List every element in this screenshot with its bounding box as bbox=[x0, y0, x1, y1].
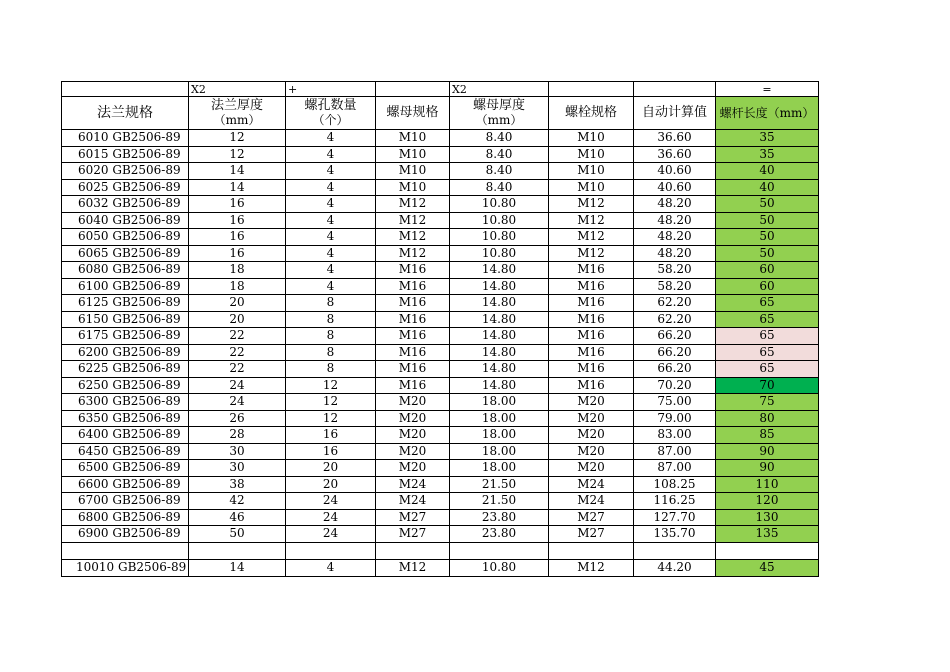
cell-bolt-length[interactable]: 50 bbox=[716, 229, 819, 246]
cell-empty[interactable] bbox=[376, 542, 450, 559]
table-row bbox=[62, 344, 819, 361]
cell-bolt-spec[interactable]: M16 bbox=[549, 328, 634, 345]
header-auto-calc[interactable]: 自动计算值 bbox=[634, 97, 716, 130]
cell-nut-spec[interactable]: M24 bbox=[376, 476, 450, 493]
cell-nut-thickness[interactable]: 18.00 bbox=[450, 443, 549, 460]
cell-flange-spec[interactable]: 6032 GB2506-89 bbox=[62, 196, 189, 213]
cell-auto-calc[interactable]: 40.60 bbox=[634, 179, 716, 196]
cell-flange-thickness[interactable]: 22 bbox=[189, 361, 286, 378]
cell-bolt-spec[interactable]: M12 bbox=[549, 559, 634, 576]
cell-nut-spec[interactable]: M16 bbox=[376, 311, 450, 328]
cell-hole-count[interactable]: 24 bbox=[286, 493, 376, 510]
cell-nut-spec[interactable]: M12 bbox=[376, 196, 450, 213]
cell-hole-count[interactable]: 4 bbox=[286, 130, 376, 147]
cell-bolt-spec[interactable]: M20 bbox=[549, 443, 634, 460]
cell-auto-calc[interactable]: 36.60 bbox=[634, 130, 716, 147]
cell-nut-spec[interactable]: M16 bbox=[376, 262, 450, 279]
cell-flange-thickness[interactable]: 20 bbox=[189, 311, 286, 328]
cell-nut-spec[interactable]: M16 bbox=[376, 361, 450, 378]
cell-empty[interactable] bbox=[549, 82, 634, 97]
cell-flange-spec[interactable]: 6020 GB2506-89 bbox=[62, 163, 189, 180]
cell-flange-spec[interactable]: 6050 GB2506-89 bbox=[62, 229, 189, 246]
cell-empty[interactable] bbox=[62, 542, 189, 559]
cell-nut-thickness[interactable]: 21.50 bbox=[450, 493, 549, 510]
cell-flange-thickness[interactable]: 12 bbox=[189, 146, 286, 163]
cell-nut-thickness[interactable]: 14.80 bbox=[450, 361, 549, 378]
cell-nut-thickness[interactable]: 10.80 bbox=[450, 559, 549, 576]
table-row bbox=[62, 361, 819, 378]
cell-flange-spec[interactable]: 6080 GB2506-89 bbox=[62, 262, 189, 279]
cell-auto-calc[interactable]: 66.20 bbox=[634, 361, 716, 378]
cell-auto-calc[interactable]: 66.20 bbox=[634, 344, 716, 361]
cell-flange-spec[interactable]: 6900 GB2506-89 bbox=[62, 526, 189, 543]
cell-auto-calc[interactable]: 108.25 bbox=[634, 476, 716, 493]
cell-bolt-spec[interactable]: M10 bbox=[549, 179, 634, 196]
table-row bbox=[62, 493, 819, 510]
cell-flange-spec[interactable]: 6175 GB2506-89 bbox=[62, 328, 189, 345]
cell-bolt-spec[interactable]: M12 bbox=[549, 229, 634, 246]
cell-auto-calc[interactable]: 58.20 bbox=[634, 278, 716, 295]
cell-nut-spec[interactable]: M12 bbox=[376, 212, 450, 229]
cell-nut-spec[interactable]: M20 bbox=[376, 427, 450, 444]
cell-bolt-spec[interactable]: M27 bbox=[549, 509, 634, 526]
cell-hole-count[interactable]: 12 bbox=[286, 377, 376, 394]
cell-nut-thickness[interactable]: 18.00 bbox=[450, 427, 549, 444]
cell-nut-spec[interactable]: M27 bbox=[376, 526, 450, 543]
cell-nut-thickness[interactable]: 10.80 bbox=[450, 229, 549, 246]
cell-nut-thickness[interactable]: 18.00 bbox=[450, 460, 549, 477]
cell-nut-spec[interactable]: M12 bbox=[376, 559, 450, 576]
cell-bolt-length[interactable]: 90 bbox=[716, 443, 819, 460]
table-row bbox=[62, 559, 819, 576]
cell-flange-spec[interactable]: 6040 GB2506-89 bbox=[62, 212, 189, 229]
cell-bolt-spec[interactable]: M10 bbox=[549, 130, 634, 147]
cell-bolt-length[interactable]: 135 bbox=[716, 526, 819, 543]
cell-nut-spec[interactable]: M12 bbox=[376, 245, 450, 262]
cell-bolt-spec[interactable]: M20 bbox=[549, 427, 634, 444]
cell-auto-calc[interactable]: 62.20 bbox=[634, 295, 716, 312]
cell-bolt-length[interactable]: 45 bbox=[716, 559, 819, 576]
cell-nut-spec[interactable]: M27 bbox=[376, 509, 450, 526]
cell-bolt-length[interactable]: 70 bbox=[716, 377, 819, 394]
header-flange-spec[interactable]: 法兰规格 bbox=[62, 97, 189, 130]
cell-empty[interactable] bbox=[634, 542, 716, 559]
cell-flange-thickness[interactable]: 14 bbox=[189, 163, 286, 180]
cell-bolt-length[interactable]: 60 bbox=[716, 262, 819, 279]
operator-equals[interactable]: = bbox=[716, 82, 819, 97]
cell-flange-thickness[interactable]: 12 bbox=[189, 130, 286, 147]
cell-bolt-spec[interactable]: M10 bbox=[549, 146, 634, 163]
header-flange-thickness-line2: （mm） bbox=[213, 113, 261, 127]
cell-nut-thickness[interactable]: 23.80 bbox=[450, 509, 549, 526]
cell-flange-thickness[interactable]: 16 bbox=[189, 229, 286, 246]
table-row bbox=[62, 196, 819, 213]
cell-flange-spec[interactable]: 6100 GB2506-89 bbox=[62, 278, 189, 295]
cell-nut-thickness[interactable]: 14.80 bbox=[450, 377, 549, 394]
cell-bolt-length[interactable]: 50 bbox=[716, 196, 819, 213]
cell-nut-spec[interactable]: M10 bbox=[376, 163, 450, 180]
cell-empty[interactable] bbox=[376, 82, 450, 97]
cell-bolt-spec[interactable]: M27 bbox=[549, 526, 634, 543]
spreadsheet-table bbox=[61, 81, 819, 577]
table-row bbox=[62, 526, 819, 543]
cell-nut-thickness[interactable]: 10.80 bbox=[450, 245, 549, 262]
cell-nut-thickness[interactable]: 8.40 bbox=[450, 179, 549, 196]
cell-hole-count[interactable]: 4 bbox=[286, 212, 376, 229]
table-row bbox=[62, 443, 819, 460]
header-row bbox=[62, 97, 819, 130]
cell-hole-count[interactable]: 4 bbox=[286, 245, 376, 262]
table-row bbox=[62, 394, 819, 411]
cell-auto-calc[interactable]: 70.20 bbox=[634, 377, 716, 394]
cell-empty[interactable] bbox=[189, 542, 286, 559]
cell-hole-count[interactable]: 20 bbox=[286, 460, 376, 477]
cell-flange-spec[interactable]: 6010 GB2506-89 bbox=[62, 130, 189, 147]
cell-hole-count[interactable]: 4 bbox=[286, 229, 376, 246]
header-bolt-length[interactable]: 螺杆长度（mm） bbox=[716, 97, 819, 130]
cell-flange-spec[interactable]: 6500 GB2506-89 bbox=[62, 460, 189, 477]
cell-hole-count[interactable]: 12 bbox=[286, 394, 376, 411]
cell-hole-count[interactable]: 20 bbox=[286, 476, 376, 493]
cell-nut-spec[interactable]: M20 bbox=[376, 443, 450, 460]
cell-auto-calc[interactable]: 83.00 bbox=[634, 427, 716, 444]
cell-flange-thickness[interactable]: 16 bbox=[189, 212, 286, 229]
cell-hole-count[interactable]: 4 bbox=[286, 559, 376, 576]
cell-flange-spec[interactable]: 6015 GB2506-89 bbox=[62, 146, 189, 163]
cell-auto-calc[interactable]: 48.20 bbox=[634, 229, 716, 246]
cell-nut-thickness[interactable]: 10.80 bbox=[450, 212, 549, 229]
cell-hole-count[interactable]: 4 bbox=[286, 179, 376, 196]
cell-flange-spec[interactable]: 6700 GB2506-89 bbox=[62, 493, 189, 510]
cell-nut-spec[interactable]: M16 bbox=[376, 295, 450, 312]
cell-nut-thickness[interactable]: 21.50 bbox=[450, 476, 549, 493]
cell-bolt-spec[interactable]: M16 bbox=[549, 295, 634, 312]
header-hole-count[interactable] bbox=[286, 97, 376, 130]
empty-row bbox=[62, 542, 819, 559]
table-row bbox=[62, 427, 819, 444]
cell-flange-thickness[interactable]: 14 bbox=[189, 179, 286, 196]
cell-auto-calc[interactable]: 36.60 bbox=[634, 146, 716, 163]
cell-nut-spec[interactable]: M16 bbox=[376, 328, 450, 345]
cell-bolt-spec[interactable]: M12 bbox=[549, 245, 634, 262]
cell-auto-calc[interactable]: 48.20 bbox=[634, 196, 716, 213]
cell-flange-thickness[interactable]: 50 bbox=[189, 526, 286, 543]
table-body bbox=[62, 82, 819, 577]
cell-auto-calc[interactable]: 135.70 bbox=[634, 526, 716, 543]
cell-bolt-length[interactable]: 40 bbox=[716, 163, 819, 180]
cell-empty[interactable] bbox=[634, 82, 716, 97]
cell-flange-thickness[interactable]: 22 bbox=[189, 328, 286, 345]
cell-nut-thickness[interactable]: 14.80 bbox=[450, 328, 549, 345]
cell-auto-calc[interactable]: 116.25 bbox=[634, 493, 716, 510]
cell-flange-spec[interactable]: 10010 GB2506-89 bbox=[62, 559, 189, 576]
cell-flange-spec[interactable]: 6025 GB2506-89 bbox=[62, 179, 189, 196]
cell-hole-count[interactable]: 4 bbox=[286, 146, 376, 163]
cell-auto-calc[interactable]: 40.60 bbox=[634, 163, 716, 180]
cell-nut-spec[interactable]: M10 bbox=[376, 179, 450, 196]
cell-bolt-spec[interactable]: M20 bbox=[549, 410, 634, 427]
cell-hole-count[interactable]: 8 bbox=[286, 295, 376, 312]
cell-hole-count[interactable]: 4 bbox=[286, 262, 376, 279]
cell-nut-spec[interactable]: M20 bbox=[376, 460, 450, 477]
cell-bolt-length[interactable]: 85 bbox=[716, 427, 819, 444]
cell-auto-calc[interactable]: 66.20 bbox=[634, 328, 716, 345]
cell-flange-spec[interactable]: 6225 GB2506-89 bbox=[62, 361, 189, 378]
cell-bolt-length[interactable]: 35 bbox=[716, 146, 819, 163]
cell-bolt-length[interactable]: 120 bbox=[716, 493, 819, 510]
cell-nut-thickness[interactable]: 18.00 bbox=[450, 394, 549, 411]
cell-flange-thickness[interactable]: 24 bbox=[189, 394, 286, 411]
cell-nut-spec[interactable]: M12 bbox=[376, 229, 450, 246]
cell-bolt-length[interactable]: 50 bbox=[716, 245, 819, 262]
cell-hole-count[interactable]: 8 bbox=[286, 344, 376, 361]
cell-empty[interactable] bbox=[62, 82, 189, 97]
table-row bbox=[62, 229, 819, 246]
cell-auto-calc[interactable]: 79.00 bbox=[634, 410, 716, 427]
cell-bolt-spec[interactable]: M16 bbox=[549, 344, 634, 361]
table-row bbox=[62, 377, 819, 394]
cell-flange-thickness[interactable]: 20 bbox=[189, 295, 286, 312]
cell-flange-thickness[interactable]: 46 bbox=[189, 509, 286, 526]
cell-hole-count[interactable]: 4 bbox=[286, 163, 376, 180]
table-row bbox=[62, 146, 819, 163]
cell-bolt-length[interactable]: 50 bbox=[716, 212, 819, 229]
cell-nut-spec[interactable]: M16 bbox=[376, 344, 450, 361]
cell-bolt-length[interactable]: 65 bbox=[716, 295, 819, 312]
operator-row bbox=[62, 82, 819, 97]
table-row bbox=[62, 163, 819, 180]
header-flange-thickness[interactable] bbox=[189, 97, 286, 130]
cell-bolt-spec[interactable]: M24 bbox=[549, 476, 634, 493]
cell-flange-thickness[interactable]: 14 bbox=[189, 559, 286, 576]
cell-auto-calc[interactable]: 75.00 bbox=[634, 394, 716, 411]
cell-auto-calc[interactable]: 127.70 bbox=[634, 509, 716, 526]
cell-nut-thickness[interactable]: 8.40 bbox=[450, 163, 549, 180]
cell-bolt-spec[interactable]: M16 bbox=[549, 278, 634, 295]
cell-bolt-spec[interactable]: M16 bbox=[549, 361, 634, 378]
cell-bolt-spec[interactable]: M24 bbox=[549, 493, 634, 510]
cell-auto-calc[interactable]: 48.20 bbox=[634, 212, 716, 229]
cell-nut-thickness[interactable]: 14.80 bbox=[450, 295, 549, 312]
cell-nut-thickness[interactable]: 14.80 bbox=[450, 344, 549, 361]
table-row bbox=[62, 212, 819, 229]
cell-flange-thickness[interactable]: 16 bbox=[189, 196, 286, 213]
cell-auto-calc[interactable]: 87.00 bbox=[634, 443, 716, 460]
header-hole-count-line1: 螺孔数量 bbox=[304, 98, 357, 113]
cell-bolt-length[interactable]: 130 bbox=[716, 509, 819, 526]
operator-plus[interactable]: + bbox=[286, 82, 376, 97]
table-row bbox=[62, 460, 819, 477]
cell-flange-spec[interactable]: 6150 GB2506-89 bbox=[62, 311, 189, 328]
cell-bolt-spec[interactable]: M12 bbox=[549, 212, 634, 229]
cell-bolt-spec[interactable]: M16 bbox=[549, 311, 634, 328]
cell-auto-calc[interactable]: 48.20 bbox=[634, 245, 716, 262]
cell-nut-spec[interactable]: M10 bbox=[376, 130, 450, 147]
cell-hole-count[interactable]: 24 bbox=[286, 509, 376, 526]
cell-bolt-length[interactable]: 90 bbox=[716, 460, 819, 477]
cell-bolt-length[interactable]: 80 bbox=[716, 410, 819, 427]
cell-flange-thickness[interactable]: 42 bbox=[189, 493, 286, 510]
cell-empty[interactable] bbox=[286, 542, 376, 559]
table-row bbox=[62, 410, 819, 427]
cell-nut-thickness[interactable]: 8.40 bbox=[450, 130, 549, 147]
cell-empty[interactable] bbox=[716, 542, 819, 559]
cell-bolt-length[interactable]: 110 bbox=[716, 476, 819, 493]
cell-nut-thickness[interactable]: 8.40 bbox=[450, 146, 549, 163]
header-bolt-spec[interactable]: 螺栓规格 bbox=[549, 97, 634, 130]
header-nut-thickness[interactable] bbox=[450, 97, 549, 130]
cell-auto-calc[interactable]: 62.20 bbox=[634, 311, 716, 328]
cell-flange-spec[interactable]: 6200 GB2506-89 bbox=[62, 344, 189, 361]
table-row bbox=[62, 311, 819, 328]
cell-flange-thickness[interactable]: 26 bbox=[189, 410, 286, 427]
cell-bolt-spec[interactable]: M12 bbox=[549, 196, 634, 213]
cell-nut-thickness[interactable]: 23.80 bbox=[450, 526, 549, 543]
header-nut-spec[interactable]: 螺母规格 bbox=[376, 97, 450, 130]
cell-hole-count[interactable]: 24 bbox=[286, 526, 376, 543]
cell-nut-spec[interactable]: M10 bbox=[376, 146, 450, 163]
cell-flange-thickness[interactable]: 16 bbox=[189, 245, 286, 262]
cell-flange-thickness[interactable]: 18 bbox=[189, 278, 286, 295]
cell-flange-spec[interactable]: 6300 GB2506-89 bbox=[62, 394, 189, 411]
cell-nut-spec[interactable]: M20 bbox=[376, 394, 450, 411]
cell-hole-count[interactable]: 16 bbox=[286, 427, 376, 444]
cell-hole-count[interactable]: 8 bbox=[286, 328, 376, 345]
table-row bbox=[62, 245, 819, 262]
cell-nut-thickness[interactable]: 18.00 bbox=[450, 410, 549, 427]
cell-flange-thickness[interactable]: 30 bbox=[189, 443, 286, 460]
cell-bolt-length[interactable]: 65 bbox=[716, 361, 819, 378]
cell-auto-calc[interactable]: 58.20 bbox=[634, 262, 716, 279]
cell-bolt-length[interactable]: 65 bbox=[716, 311, 819, 328]
cell-bolt-length[interactable]: 65 bbox=[716, 344, 819, 361]
cell-flange-spec[interactable]: 6350 GB2506-89 bbox=[62, 410, 189, 427]
cell-flange-spec[interactable]: 6400 GB2506-89 bbox=[62, 427, 189, 444]
cell-flange-spec[interactable]: 6125 GB2506-89 bbox=[62, 295, 189, 312]
cell-bolt-spec[interactable]: M20 bbox=[549, 460, 634, 477]
cell-hole-count[interactable]: 12 bbox=[286, 410, 376, 427]
table-row bbox=[62, 295, 819, 312]
cell-bolt-spec[interactable]: M16 bbox=[549, 262, 634, 279]
cell-bolt-spec[interactable]: M10 bbox=[549, 163, 634, 180]
cell-bolt-length[interactable]: 65 bbox=[716, 328, 819, 345]
cell-bolt-length[interactable]: 35 bbox=[716, 130, 819, 147]
table-row bbox=[62, 328, 819, 345]
cell-nut-thickness[interactable]: 14.80 bbox=[450, 278, 549, 295]
cell-nut-spec[interactable]: M16 bbox=[376, 278, 450, 295]
cell-empty[interactable] bbox=[549, 542, 634, 559]
cell-flange-thickness[interactable]: 18 bbox=[189, 262, 286, 279]
cell-nut-thickness[interactable]: 10.80 bbox=[450, 196, 549, 213]
cell-nut-spec[interactable]: M16 bbox=[376, 377, 450, 394]
cell-nut-spec[interactable]: M24 bbox=[376, 493, 450, 510]
cell-hole-count[interactable]: 8 bbox=[286, 311, 376, 328]
header-hole-count-line2: （个） bbox=[312, 113, 349, 127]
cell-flange-spec[interactable]: 6250 GB2506-89 bbox=[62, 377, 189, 394]
cell-bolt-length[interactable]: 60 bbox=[716, 278, 819, 295]
table-row bbox=[62, 130, 819, 147]
operator-x2-b[interactable]: X2 bbox=[450, 82, 549, 97]
cell-flange-spec[interactable]: 6800 GB2506-89 bbox=[62, 509, 189, 526]
cell-bolt-spec[interactable]: M20 bbox=[549, 394, 634, 411]
cell-flange-thickness[interactable]: 38 bbox=[189, 476, 286, 493]
cell-flange-spec[interactable]: 6065 GB2506-89 bbox=[62, 245, 189, 262]
cell-auto-calc[interactable]: 44.20 bbox=[634, 559, 716, 576]
table-row bbox=[62, 262, 819, 279]
cell-flange-thickness[interactable]: 28 bbox=[189, 427, 286, 444]
cell-hole-count[interactable]: 4 bbox=[286, 278, 376, 295]
cell-nut-thickness[interactable]: 14.80 bbox=[450, 311, 549, 328]
cell-auto-calc[interactable]: 87.00 bbox=[634, 460, 716, 477]
table-row bbox=[62, 278, 819, 295]
cell-hole-count[interactable]: 8 bbox=[286, 361, 376, 378]
cell-nut-thickness[interactable]: 14.80 bbox=[450, 262, 549, 279]
table-row bbox=[62, 179, 819, 196]
table-row bbox=[62, 476, 819, 493]
cell-bolt-spec[interactable]: M16 bbox=[549, 377, 634, 394]
cell-hole-count[interactable]: 16 bbox=[286, 443, 376, 460]
cell-nut-spec[interactable]: M20 bbox=[376, 410, 450, 427]
cell-hole-count[interactable]: 4 bbox=[286, 196, 376, 213]
cell-flange-thickness[interactable]: 22 bbox=[189, 344, 286, 361]
cell-empty[interactable] bbox=[450, 542, 549, 559]
header-nut-thickness-line1: 螺母厚度 bbox=[472, 98, 525, 113]
table-row bbox=[62, 509, 819, 526]
cell-flange-spec[interactable]: 6600 GB2506-89 bbox=[62, 476, 189, 493]
cell-flange-spec[interactable]: 6450 GB2506-89 bbox=[62, 443, 189, 460]
header-flange-thickness-line1: 法兰厚度 bbox=[210, 98, 263, 113]
cell-flange-thickness[interactable]: 24 bbox=[189, 377, 286, 394]
cell-bolt-length[interactable]: 40 bbox=[716, 179, 819, 196]
cell-flange-thickness[interactable]: 30 bbox=[189, 460, 286, 477]
cell-bolt-length[interactable]: 75 bbox=[716, 394, 819, 411]
operator-x2-a[interactable]: X2 bbox=[189, 82, 286, 97]
header-nut-thickness-line2: （mm） bbox=[475, 113, 523, 127]
